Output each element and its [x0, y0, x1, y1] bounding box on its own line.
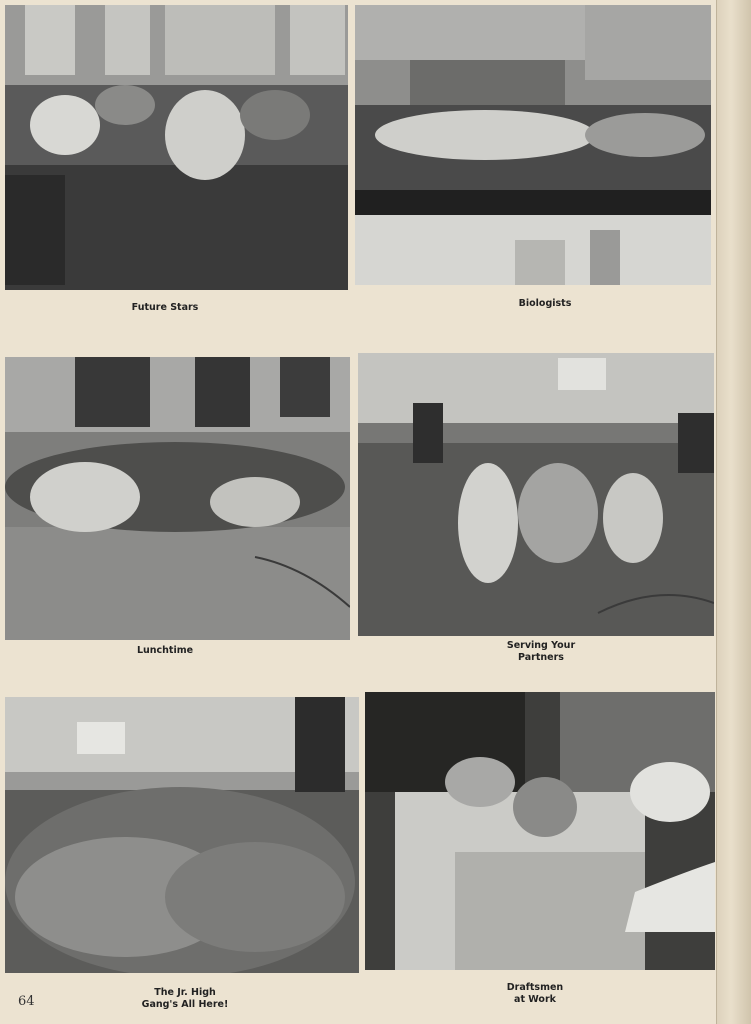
caption-serving-your-partners: Serving Your Partners [506, 640, 576, 663]
caption-lunchtime: Lunchtime [136, 645, 194, 656]
photo-jr-high-gang [5, 697, 359, 973]
photo-serving-your-partners [358, 353, 714, 636]
caption-future-stars: Future Stars [131, 302, 199, 313]
caption-biologists: Biologists [518, 298, 572, 309]
page-number: 64 [18, 994, 35, 1009]
page-edge [716, 0, 751, 1024]
photo-draftsmen [365, 692, 715, 970]
photo-future-stars [5, 5, 348, 290]
photo-lunchtime [5, 357, 350, 640]
photo-biologists [355, 5, 711, 285]
caption-draftsmen: Draftsmen at Work [506, 982, 564, 1005]
caption-jr-high-gang: The Jr. High Gang's All Here! [141, 987, 229, 1010]
